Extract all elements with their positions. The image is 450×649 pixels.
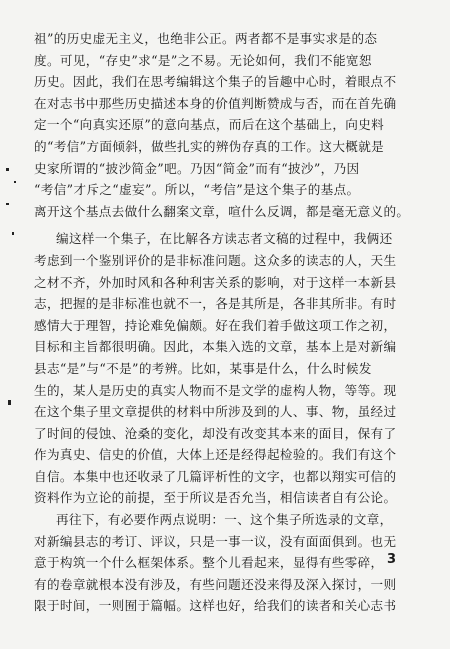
paragraph-2 xyxy=(34,228,424,509)
text-line: 祖”的历史虚无主义，也绝非公正。两者都不是事实求是的态 xyxy=(34,31,378,46)
text-line: 有的卷章就根本没有涉及，有些问题还没来得及深入探讨，一则 xyxy=(34,576,397,592)
scan-speck xyxy=(8,400,11,405)
page-number: 3 xyxy=(386,552,396,567)
paragraph-1 xyxy=(34,28,424,222)
scan-speck xyxy=(6,203,9,205)
text-line: 考虑到一个鉴别评价的是非标准问题。这众多的读志的人，天生 xyxy=(34,252,397,268)
text-line: 了时间的侵蚀、沧桑的变化，却没有改变其本来的面目，保有了 xyxy=(34,425,397,441)
text-line: 志，把握的是非标准也就不一，各是其所是，各非其所非。有时 xyxy=(34,296,397,312)
text-line: 资料作为立论的前提，至于所议是否允当，相信读者自有公论。 xyxy=(34,490,397,506)
text-line: 史家所谓的“披沙简金”吧。乃因“简金”而有“披沙”，乃因 xyxy=(34,160,360,176)
text-line: “考信”才斥之“虚妄”。所以，“考信”是这个集子的基点。 xyxy=(34,182,360,198)
scan-speck xyxy=(12,232,14,235)
body-text xyxy=(34,28,424,617)
text-line: 作为真史、信史的价值，大体上还是经得起检验的。我们有这个 xyxy=(34,447,397,463)
text-line: 感情大于理智，持论难免偏颇。好在我们着手做这项工作之初， xyxy=(34,317,397,333)
text-line: 目标和主旨都很明确。因此，本集入选的文章，基本上是对新编 xyxy=(34,339,397,355)
text-line: 对新编县志的考订、评议，只是一事一议，没有面面俱到。也无 xyxy=(34,533,397,549)
text-line: 定一个“向真实还原”的意向基点，而后在这个基础上，向史料 xyxy=(34,117,385,133)
text-line: 的“考信”方面倾斜，做些扎实的辨伪存真的工作。这大概就是 xyxy=(34,138,385,154)
scan-speck xyxy=(6,168,9,171)
text-line: 意于构筑一个什么框架体系。整个儿看起来，显得有些零碎， xyxy=(34,555,384,571)
text-line: 度。可见，“存史”求“是”之不易。无论如何，我们不能宽恕 xyxy=(34,52,372,68)
text-line: 生的，某人是历史的真实人物而不是文学的虚构人物，等等。现 xyxy=(34,382,397,398)
text-line: 自信。本集中也还收录了几篇评析性的文字，也都以翔实可信的 xyxy=(34,468,397,484)
text-line: 历史。因此，我们在思考编辑这个集子的旨趣中心时，着眼点不 xyxy=(34,74,397,90)
text-line: 限于时间，一则囿于篇幅。这样也好，给我们的读者和关心志书 xyxy=(34,598,397,614)
text-line: 再往下，有必要作两点说明：一、这个集子所选录的文章， xyxy=(56,512,393,528)
scan-speck xyxy=(14,181,16,183)
text-line: 离开这个基点去做什么翻案文章，喧什么反调，都是毫无意义的。 xyxy=(34,203,410,219)
text-line: 之材不齐，外加时风和各种利害关系的影响，对于这样一本新县 xyxy=(34,274,397,290)
text-line: 在这个集子里文章提供的材料中所涉及到的人、事、物，虽经过 xyxy=(34,404,397,420)
text-line: 在对志书中那些历史描述本身的价值判断赞成与否，而在首先确 xyxy=(34,95,397,111)
paragraph-3 xyxy=(34,509,424,617)
text-line: 编这样一个集子，在比解各方读志者文稿的过程中，我俩还 xyxy=(56,231,393,247)
text-line: 县志“是”与“不是”的考辨。比如，某事是什么，什么时候发 xyxy=(34,360,372,376)
